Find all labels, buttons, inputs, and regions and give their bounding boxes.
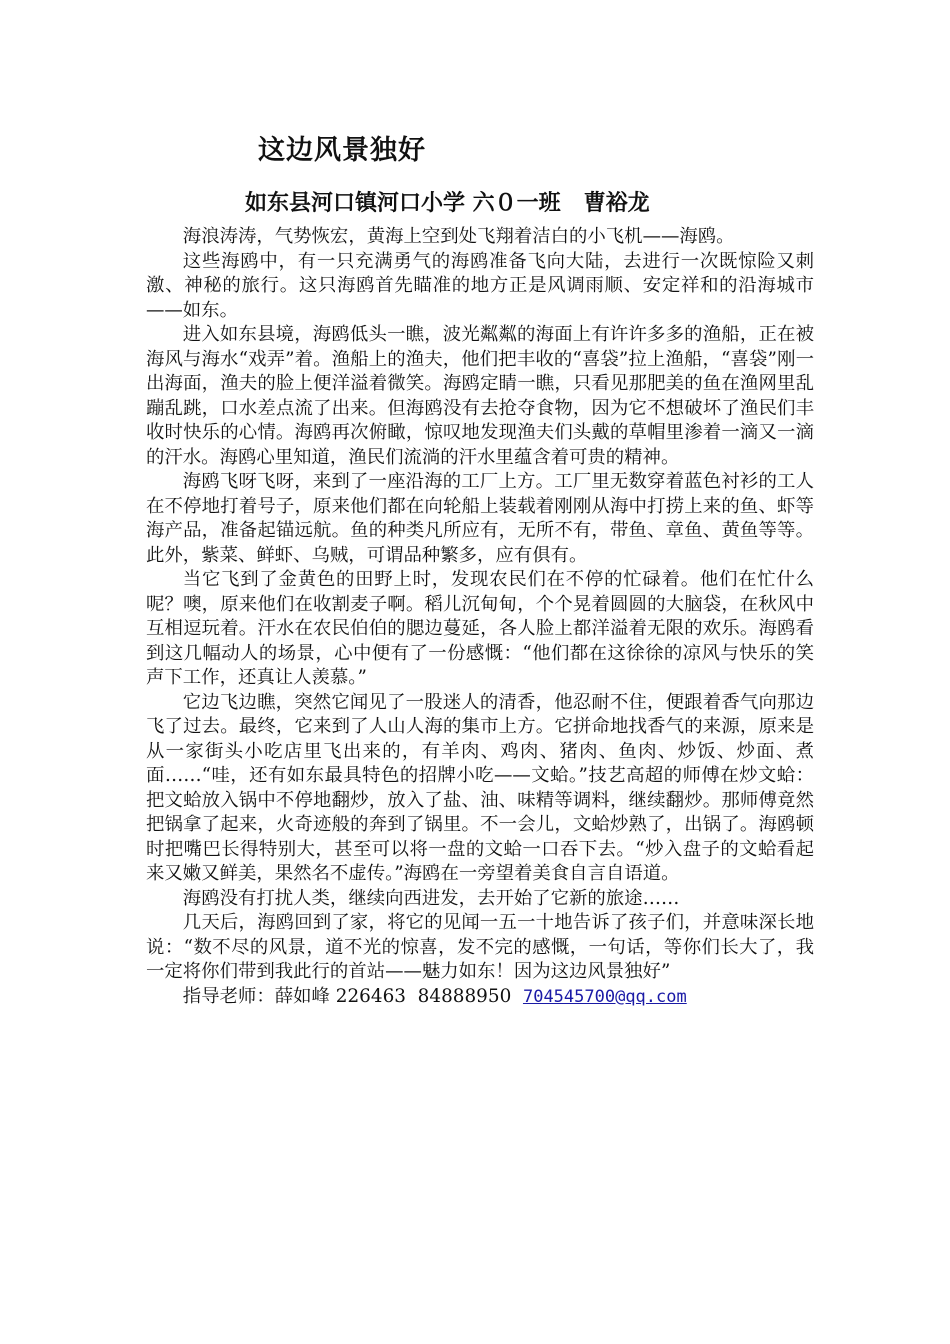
paragraph-1: 海浪涛涛，气势恢宏，黄海上空到处飞翔着洁白的小飞机——海鸥。	[182, 226, 735, 247]
page-title: 这边风景独好	[258, 135, 426, 166]
author-byline: 如东县河口镇河口小学 六０一班 曹裕龙	[245, 190, 650, 216]
paragraph-3: 进入如东县境，海鸥低头一瞧，波光粼粼的海面上有许许多多的渔船，正在被海风与海水“戏弄”着。渔船上的渔夫，他们把丰收的“喜袋”拉上渔船，“喜袋”刚一出海面，渔夫的脸上便洋溢着微笑。海鸥定睛一瞧，只看见那肥美的鱼在渔网里乱蹦乱跳，口水差点流了出来。但海鸥没有去抢夺食物，因为它不想破坏了渔民们丰收时快乐的心情。海鸥再次俯瞰，惊叹地发现渔夫们头戴的草帽里渗着一滴又一滴的汗水。海鸥心里知道，渔民们流淌的汗水里蕴含着可贵的精神。	[146, 324, 814, 468]
article-body	[146, 225, 814, 1009]
paragraph-6: 它边飞边瞧，突然它闻见了一股迷人的清香，他忍耐不住，便跟着香气向那边飞了过去。最终，它来到了人山人海的集市上方。它拼命地找香气的来源，原来是从一家街头小吃店里飞出来的，有羊肉、鸡肉、猪肉、鱼肉、炒饭、炒面、煮面……“哇，还有如东最具特色的招牌小吃——文蛤。”技艺高超的师傅在炒文蛤：把文蛤放入锅中不停地翻炒，放入了盐、油、味精等调料，继续翻炒。那师傅竟然把锅拿了起来，火奇迹般的奔到了锅里。不一会儿，文蛤炒熟了，出锅了。海鸥顿时把嘴巴长得特别大，甚至可以将一盘的文蛤一口吞下去。“炒入盘子的文蛤看起来又嫩又鲜美，果然名不虚传。”海鸥在一旁望着美食自言自语道。	[146, 691, 814, 884]
paragraph-4: 海鸥飞呀飞呀，来到了一座沿海的工厂上方。工厂里无数穿着蓝色衬衫的工人在不停地打着号子，原来他们都在向轮船上装载着刚刚从海中打捞上来的鱼、虾等海产品，准备起锚远航。鱼的种类凡所应有，无所不有，带鱼、章鱼、黄鱼等等。此外，紫菜、鲜虾、乌贼，可谓品种繁多，应有俱有。	[146, 471, 814, 566]
teacher-contact: 指导老师：薛如峰 226463 84888950	[182, 985, 523, 1007]
paragraph-2: 这些海鸥中，有一只充满勇气的海鸥准备飞向大陆，去进行一次既惊险又刺激、神秘的旅行。这只海鸥首先瞄准的地方正是风调雨顺、安定祥和的沿海城市——如东。	[146, 250, 814, 321]
paragraph-5: 当它飞到了金黄色的田野上时，发现农民们在不停的忙碌着。他们在忙什么呢？噢，原来他们在收割麦子啊。稻儿沉甸甸，个个晃着圆圆的大脑袋，在秋风中互相逗玩着。汗水在农民伯伯的腮边蔓延，各人脸上都洋溢着无限的欢乐。海鸥看到这几幅动人的场景，心中便有了一份感慨：“他们都在这徐徐的凉风与快乐的笑声下工作，还真让人羡慕。”	[146, 569, 814, 688]
paragraph-8: 几天后，海鸥回到了家，将它的见闻一五一十地告诉了孩子们，并意味深长地说：“数不尽的风景，道不光的惊喜，发不完的感慨，一句话，等你们长大了，我一定将你们带到我此行的首站——魅力如东！因为这边风景独好”	[146, 912, 814, 982]
email-link[interactable]: 704545700@qq.com	[522, 986, 687, 1007]
teacher-info	[146, 985, 814, 1010]
paragraph-7: 海鸥没有打扰人类，继续向西进发，去开始了它新的旅途……	[182, 887, 680, 909]
